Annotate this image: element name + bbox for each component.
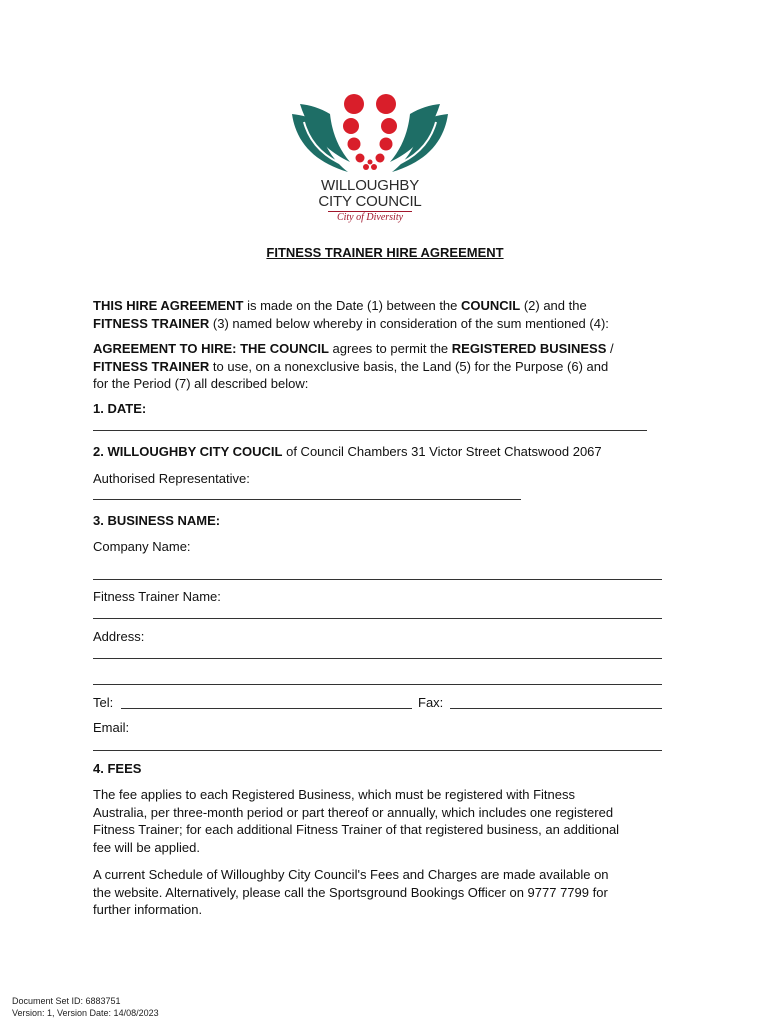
section-council-heading: 2. WILLOUGHBY CITY COUCIL [93, 444, 283, 459]
fees-p1-line: Australia, per three-month period or part thereof or annually, which includes one registered [93, 804, 614, 820]
agreement-paragraph [93, 340, 693, 393]
authorised-rep-field-line[interactable] [93, 499, 521, 500]
agreement-bold-2: REGISTERED BUSINESS [451, 341, 607, 356]
fees-paragraph-2 [93, 866, 683, 919]
fees-p2-line: the website. Alternatively, please call the Sportsground Bookings Officer on 9777 7799 for [93, 884, 608, 900]
email-field-line[interactable] [93, 750, 662, 751]
logo-name-line2: CITY COUNCIL [318, 193, 422, 210]
fees-p2-line: A current Schedule of Willoughby City Council's Fees and Charges are made available on [93, 867, 609, 882]
email-label: Email: [93, 720, 130, 735]
agreement-bold-1: AGREEMENT TO HIRE: THE COUNCIL [93, 341, 329, 356]
intro-text-3: (3) named below whereby in consideration of the sum mentioned (4): [209, 315, 609, 331]
fees-p2-line: further information. [93, 902, 203, 917]
council-emblem-icon [288, 92, 452, 182]
tel-label: Tel: [93, 695, 114, 710]
document-title: FITNESS TRAINER HIRE AGREEMENT [266, 245, 504, 260]
address-field-line-2[interactable] [93, 684, 662, 685]
fees-p1-line: fee will be applied. [93, 839, 200, 855]
fax-field-line[interactable] [450, 708, 662, 709]
authorised-rep-label: Authorised Representative: [93, 471, 250, 486]
agreement-text-2: / [606, 341, 614, 356]
address-field-line-1[interactable] [93, 658, 662, 659]
fees-p1-line: Fitness Trainer; for each additional Fitness Trainer of that registered business, an additional [93, 822, 620, 837]
tel-field-line[interactable] [121, 708, 412, 709]
intro-paragraph [93, 297, 693, 332]
address-label: Address: [93, 629, 145, 644]
council-address: of Council Chambers 31 Victor Street Chatswood 2067 [282, 444, 602, 459]
agreement-text-3: to use, on a nonexclusive basis, the Land (5) for the Purpose (6) and [209, 358, 609, 374]
intro-text-1: is made on the Date (1) between the [243, 298, 461, 313]
intro-text-2: (2) and the [520, 298, 587, 313]
fitness-trainer-name-field-line[interactable] [93, 618, 662, 619]
agreement-line-3: for the Period (7) all described below: [93, 376, 309, 391]
document-version: Version: 1, Version Date: 14/08/2023 [12, 1008, 159, 1018]
logo-name-line1: WILLOUGHBY [320, 177, 420, 194]
document-footer [12, 995, 159, 1019]
fax-label: Fax: [418, 695, 444, 710]
section-fees-heading: 4. FEES [93, 761, 142, 776]
council-logo [288, 92, 452, 226]
fitness-trainer-name-label: Fitness Trainer Name: [93, 589, 221, 604]
intro-bold-1: THIS HIRE AGREEMENT [93, 298, 244, 313]
date-field-line[interactable] [93, 430, 647, 431]
company-name-field-line[interactable] [93, 579, 662, 580]
company-name-label: Company Name: [93, 539, 191, 554]
document-set-id: Document Set ID: 6883751 [12, 996, 121, 1006]
section-date-heading: 1. DATE: [93, 401, 147, 416]
section-business-heading: 3. BUSINESS NAME: [93, 513, 221, 528]
fees-p1-line: The fee applies to each Registered Business, which must be registered with Fitness [93, 787, 575, 802]
agreement-bold-3: FITNESS TRAINER [93, 358, 210, 374]
section-council-line [93, 443, 693, 461]
intro-bold-3: FITNESS TRAINER [93, 315, 210, 331]
intro-bold-2: COUNCIL [461, 298, 521, 313]
fees-paragraph-1 [93, 786, 683, 856]
logo-tagline: City of Diversity [336, 212, 404, 223]
agreement-text-1: agrees to permit the [328, 341, 452, 356]
